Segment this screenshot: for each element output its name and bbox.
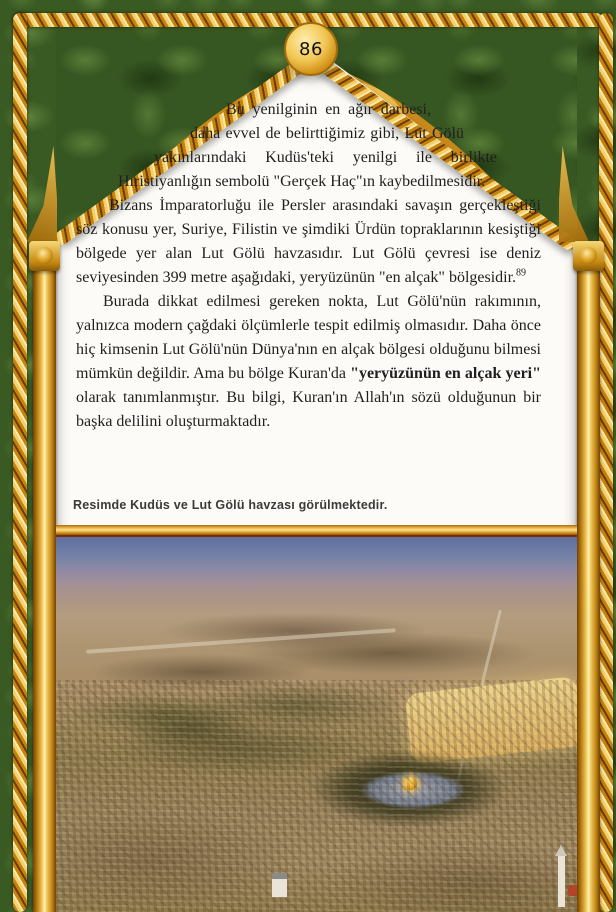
footnote-ref: 89 [516, 267, 527, 279]
figure-caption: Resimde Kudüs ve Lut Gölü havzası görülmektedir. [73, 498, 388, 512]
aerial-photo-jerusalem [56, 535, 577, 912]
paragraph-2-text: Bizans İmparatorluğu ile Persler arasındaki savaşın gerçekleştiği söz konusu yer, Suriye, Filistin ve şimdiki Ürdün topraklarının kesiştiği bölgede yer alan Lut Gölü havzasıdır. Lut Gölü çevresi ise deniz seviyesinden 399 metre aşağıdaki, yeryüzünün "en alçak" bölgesidir. [76, 197, 541, 286]
pilaster-left [33, 243, 56, 912]
page-number: 86 [299, 38, 323, 60]
paragraph-3-text-post: olarak tanımlanmıştır. Bu bilgi, Kuran'ın Allah'ın sözü olduğunun bir başka delilini oluşturmaktadır. [76, 389, 541, 430]
pilaster-capital-left [29, 241, 60, 271]
page-number-medallion rosette-medallion-icon [284, 22, 338, 76]
city-rooftops-texture [56, 680, 577, 912]
rope-border-left [13, 13, 27, 912]
photo-top-gold-bar [56, 525, 577, 535]
pilaster-right [577, 243, 600, 912]
red-roof-building [568, 885, 577, 896]
rope-border-right [599, 13, 613, 912]
paragraph-2 [76, 194, 541, 290]
paragraph-1 [76, 98, 541, 194]
white-building [272, 873, 287, 897]
paragraph-3 [76, 290, 541, 434]
paragraph-3-text-pre: Burada dikkat edilmesi gereken nokta, Lut Gölü'nün rakımının, yalnızca modern çağdaki ölçümlerle tespit edilmiş olmasıdır. Daha önce hiç kimsenin Lut Gölü'nün Dünya'nın en alçak bölgesi olduğunu bilmesi mümkün değildir. Ama bu bölge Kuran'da [76, 293, 541, 382]
pilaster-capital-right [573, 241, 604, 271]
church-tower [558, 855, 565, 907]
paragraph-3-bold-phrase: "yeryüzünün en alçak yeri" [350, 365, 541, 382]
body-text [76, 98, 541, 434]
paragraph-1-text: Bu yenilginin en ağır darbesi, daha evvel de belirttiğimiz gibi, Lut Gölü yakınlarındaki Kudüs'teki yenilgi ile birlikte Hıristiyanlığın sembolü "Gerçek Haç"ın kaybedilmesidir. [118, 101, 497, 190]
